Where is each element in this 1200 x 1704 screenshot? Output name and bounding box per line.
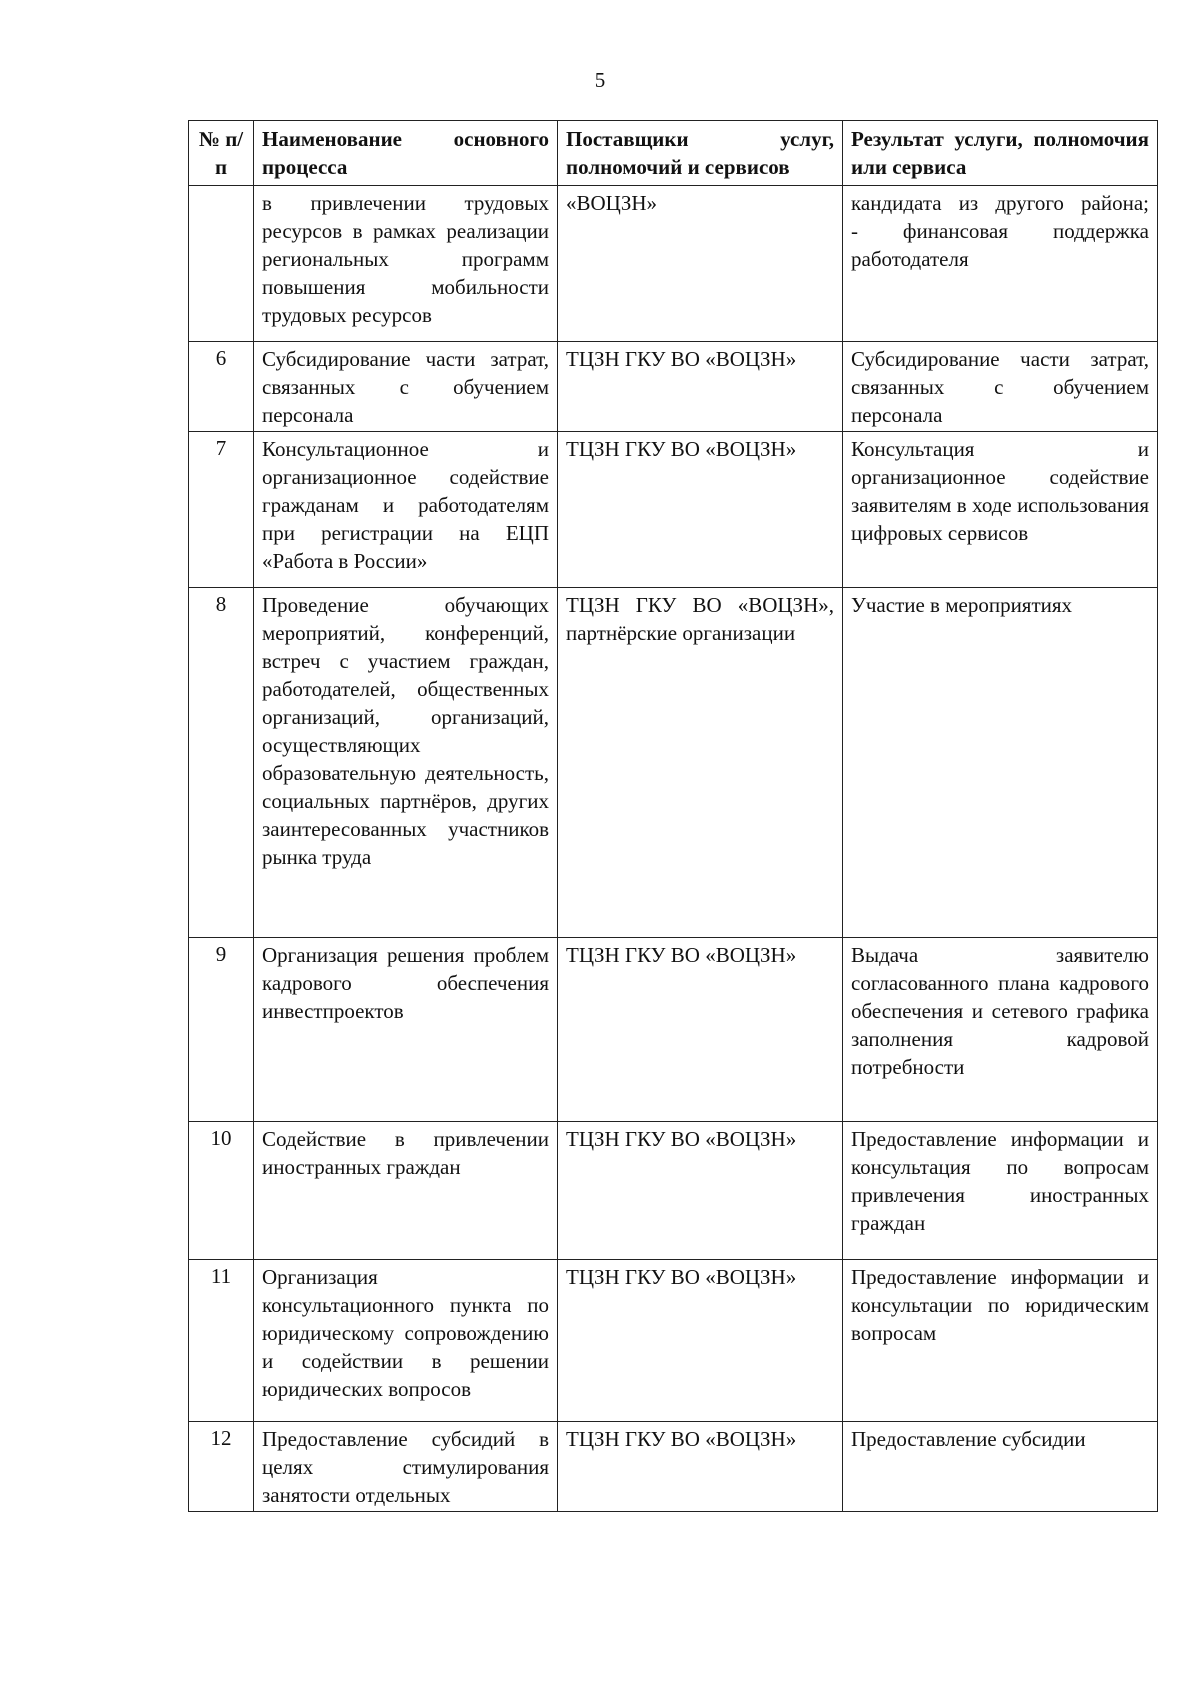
row-result: Участие в мероприятиях (843, 588, 1158, 938)
row-result: Субсидирование части затрат, связанных с обучением персонала (843, 342, 1158, 432)
row-number: 10 (189, 1122, 254, 1260)
row-process: Предоставление субсидий в целях стимулирования занятости отдельных (254, 1422, 558, 1512)
row-result: Предоставление информации и консультация по вопросам привлечения иностранных граждан (843, 1122, 1158, 1260)
header-providers: Поставщики услуг, полномочий и сервисов (558, 121, 843, 186)
row-providers: «ВОЦЗН» (558, 186, 843, 342)
row-providers: ТЦЗН ГКУ ВО «ВОЦЗН» (558, 342, 843, 432)
row-number: 8 (189, 588, 254, 938)
table-row (189, 1260, 1158, 1422)
row-result (843, 186, 1158, 342)
row-providers: ТЦЗН ГКУ ВО «ВОЦЗН» (558, 1422, 843, 1512)
row-result: Предоставление субсидии (843, 1422, 1158, 1512)
row-process: Организация консультационного пункта по юридическому сопровождению и содействии в решении юридических вопросов (254, 1260, 558, 1422)
row-process: Содействие в привлечении иностранных граждан (254, 1122, 558, 1260)
row-process: Организация решения проблем кадрового обеспечения инвестпроектов (254, 938, 558, 1122)
row-providers: ТЦЗН ГКУ ВО «ВОЦЗН» (558, 432, 843, 588)
row-result: Выдача заявителю согласованного плана кадрового обеспечения и сетевого графика заполнения кадровой потребности (843, 938, 1158, 1122)
table-row (189, 186, 1158, 342)
row-process: Субсидирование части затрат, связанных с обучением персонала (254, 342, 558, 432)
row-number: 12 (189, 1422, 254, 1512)
row-providers: ТЦЗН ГКУ ВО «ВОЦЗН» (558, 938, 843, 1122)
services-table (188, 120, 1158, 1512)
table-row (189, 588, 1158, 938)
table-row (189, 1122, 1158, 1260)
table-row (189, 342, 1158, 432)
row-process: Консультационное и организационное содействие гражданам и работодателям при регистрации на ЕЦП «Работа в России» (254, 432, 558, 588)
table-row (189, 432, 1158, 588)
page-number: 5 (594, 68, 606, 92)
table-header-row (189, 121, 1158, 186)
table-row (189, 1422, 1158, 1512)
row-providers: ТЦЗН ГКУ ВО «ВОЦЗН», партнёрские организации (558, 588, 843, 938)
row-result: Консультация и организационное содействие заявителям в ходе использования цифровых сервисов (843, 432, 1158, 588)
header-number: № п/п (189, 121, 254, 186)
row-number: 7 (189, 432, 254, 588)
row-number: 11 (189, 1260, 254, 1422)
row-process: Проведение обучающих мероприятий, конференций, встреч с участием граждан, работодателей, общественных организаций, организаций, осуществляющих образовательную деятельность, социальных партнёров, других заинтересованных участников рынка труда (254, 588, 558, 938)
row-process: в привлечении трудовых ресурсов в рамках реализации региональных программ повышения мобильности трудовых ресурсов (254, 186, 558, 342)
row-result-line: кандидата из другого района; (851, 191, 1149, 215)
header-result: Результат услуги, полномочия или сервиса (843, 121, 1158, 186)
row-result: Предоставление информации и консультации по юридическим вопросам (843, 1260, 1158, 1422)
row-number (189, 186, 254, 342)
row-result-line: - финансовая поддержка работодателя (851, 219, 1149, 271)
row-providers: ТЦЗН ГКУ ВО «ВОЦЗН» (558, 1260, 843, 1422)
header-process: Наименование основного процесса (254, 121, 558, 186)
table-row (189, 938, 1158, 1122)
row-number: 9 (189, 938, 254, 1122)
row-providers: ТЦЗН ГКУ ВО «ВОЦЗН» (558, 1122, 843, 1260)
row-number: 6 (189, 342, 254, 432)
